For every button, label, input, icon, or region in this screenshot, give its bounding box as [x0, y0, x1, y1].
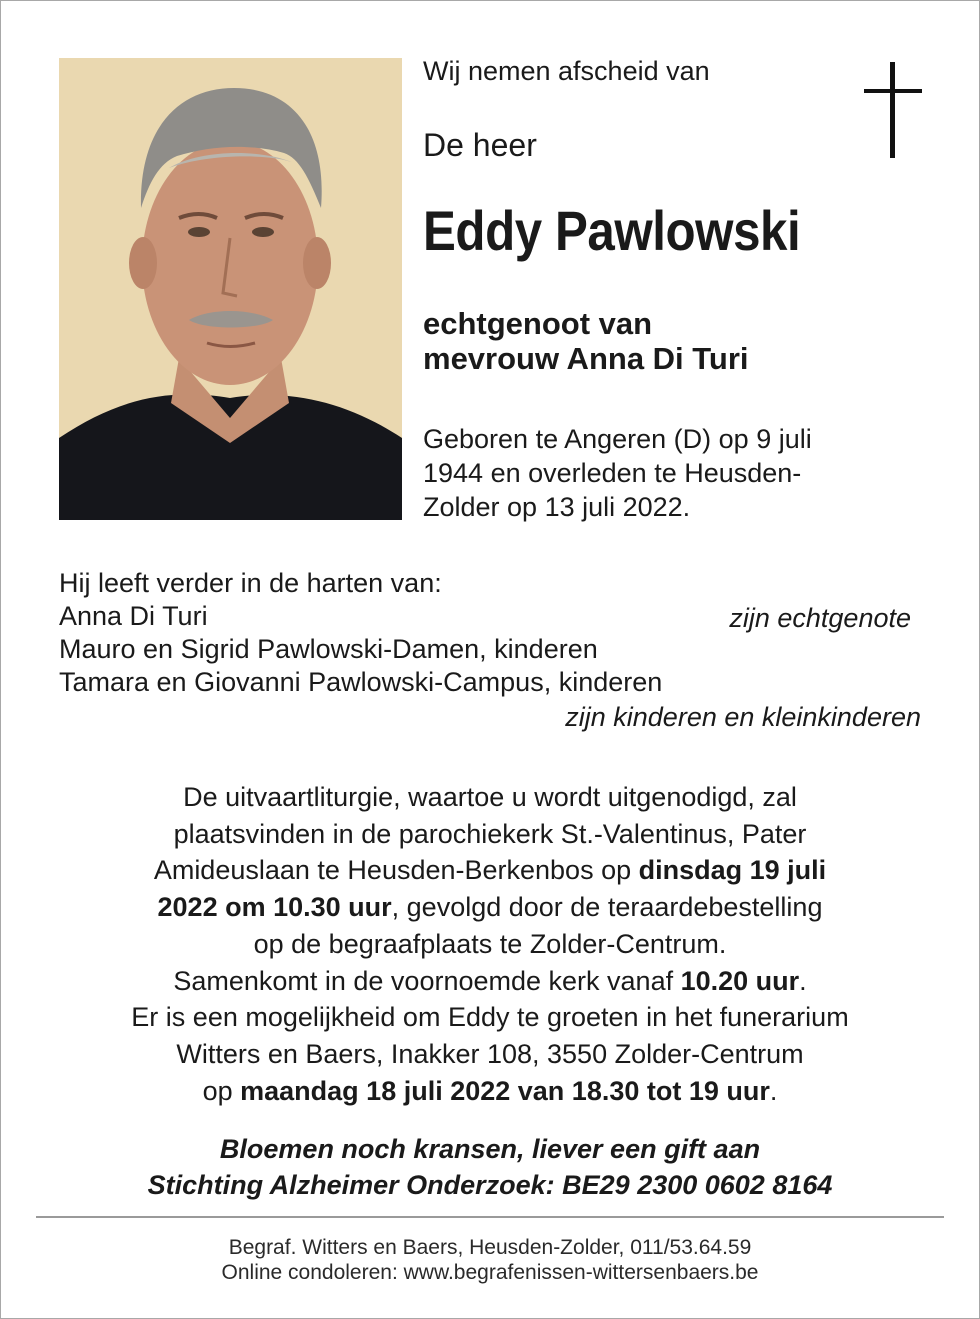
funeral-home-line: Begraf. Witters en Baers, Heusden-Zolder, 011/53.64.59 — [228, 1236, 752, 1259]
donation-line: Bloemen noch kransen, liever een gift aan — [219, 1134, 761, 1164]
ceremony-line: Witters en Baers, Inakker 108, 3550 Zolder-Centrum — [176, 1038, 804, 1069]
ceremony-line: plaatsvinden in de parochiekerk St.-Valentinus, Pater — [173, 818, 807, 849]
donation-notice — [40, 1131, 940, 1203]
ceremony-text: , gevolgd door de teraardebestelling — [391, 892, 823, 923]
title-prefix: De heer — [423, 127, 537, 163]
condolence-link[interactable]: Online condoleren: www.begrafenissen-wittersenbaers.be — [221, 1261, 759, 1284]
ceremony-time: 2022 om 10.30 uur — [157, 892, 392, 923]
ceremony-block — [40, 779, 940, 1109]
ceremony-line: op de begraafplaats te Zolder-Centrum. — [253, 928, 727, 959]
survivors-heading: Hij leeft verder in de harten van: — [59, 568, 442, 598]
donation-line: Stichting Alzheimer Onderzoek: BE29 2300 0602 8164 — [147, 1170, 833, 1200]
ceremony-text: Amideuslaan te Heusden-Berkenbos op — [153, 855, 639, 886]
survivor-relation: zijn kinderen en kleinkinderen — [565, 702, 921, 732]
ceremony-line — [40, 963, 940, 1000]
spouse-line: echtgenoot van — [423, 306, 653, 341]
ceremony-date: dinsdag 19 juli — [638, 855, 827, 886]
ceremony-line — [40, 889, 940, 926]
ceremony-text: Samenkomt in de voornoemde kerk vanaf — [173, 965, 681, 996]
footer — [40, 1235, 940, 1285]
ceremony-text: . — [799, 965, 807, 996]
survivor-row — [59, 699, 921, 732]
birth-line: 1944 en overleden te Heusden- — [423, 458, 802, 488]
spouse-line: mevrouw Anna Di Turi — [423, 341, 749, 376]
survivor-row — [59, 666, 921, 699]
survivor-name: Mauro en Sigrid Pawlowski-Damen, kinderen — [59, 634, 598, 664]
intro-text: Wij nemen afscheid van — [423, 56, 710, 86]
portrait-photo — [59, 58, 402, 520]
ceremony-line — [40, 852, 940, 889]
birth-line: Geboren te Angeren (D) op 9 juli — [423, 424, 812, 454]
birth-death-block — [423, 422, 893, 524]
survivor-row — [59, 633, 921, 666]
footer-divider — [36, 1216, 944, 1218]
spouse-block — [423, 306, 749, 376]
cross-icon — [864, 62, 922, 158]
survivors-block — [59, 567, 921, 732]
gathering-time: 10.20 uur — [680, 965, 800, 996]
survivor-name: Anna Di Turi — [59, 601, 208, 631]
ceremony-line: Er is een mogelijkheid om Eddy te groeten in het funerarium — [131, 1002, 849, 1033]
deceased-name: Eddy Pawlowski — [423, 199, 801, 262]
survivor-relation: zijn echtgenote — [729, 603, 911, 633]
survivor-name: Tamara en Giovanni Pawlowski-Campus, kinderen — [59, 667, 663, 697]
ceremony-line — [40, 1073, 940, 1110]
ceremony-text: op — [202, 1075, 241, 1106]
ceremony-line: De uitvaartliturgie, waartoe u wordt uitgenodigd, zal — [183, 782, 797, 812]
visitation-time: maandag 18 juli 2022 van 18.30 tot 19 uur — [240, 1075, 770, 1106]
survivor-row — [59, 600, 921, 633]
ceremony-text: . — [769, 1075, 778, 1106]
birth-line: Zolder op 13 juli 2022. — [423, 492, 691, 522]
